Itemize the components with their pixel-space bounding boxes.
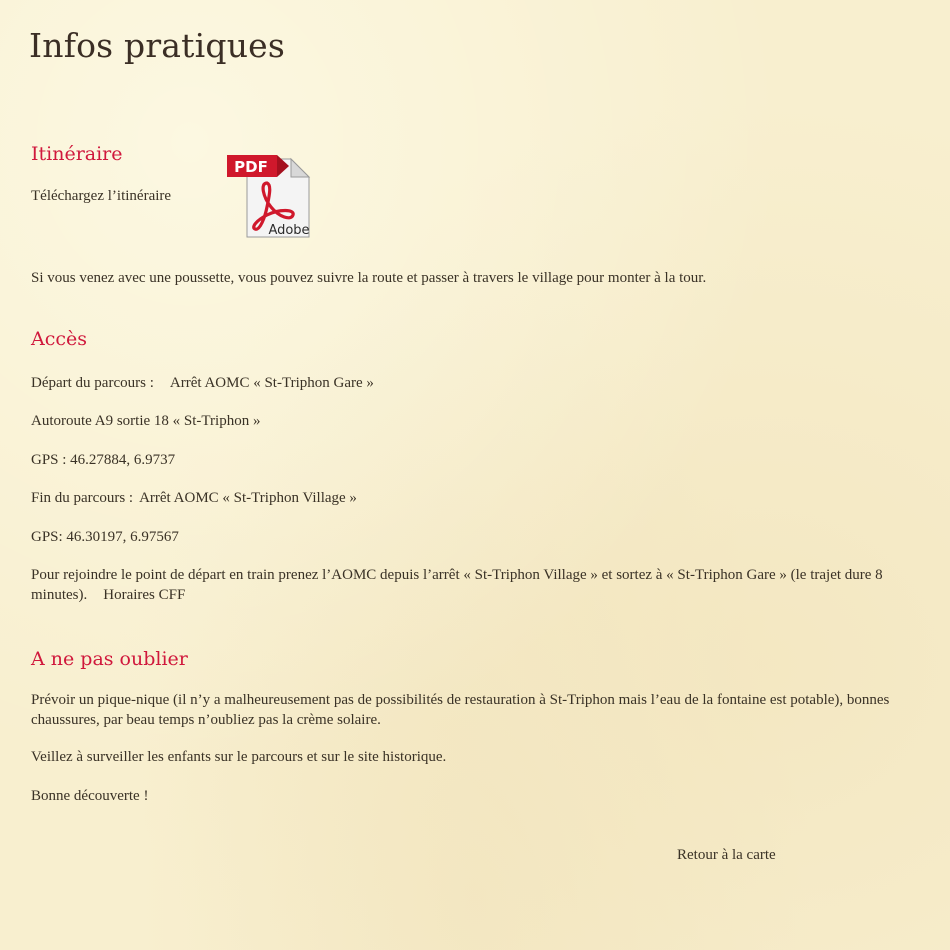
section-title-oublier: A ne pas oublier bbox=[31, 648, 188, 670]
fin-line bbox=[31, 489, 357, 509]
fin-value: Arrêt AOMC « St-Triphon Village » bbox=[139, 490, 357, 506]
depart-line bbox=[31, 374, 374, 394]
train-info: Pour rejoindre le point de départ en train prenez l’AOMC depuis l’arrêt « St-Triphon Village » et sortez à « St-Triphon Gare » (le trajet dure 8 minutes). bbox=[31, 567, 883, 603]
depart-label: Départ du parcours : bbox=[31, 375, 154, 391]
train-text bbox=[31, 566, 926, 605]
autoroute-text: Autoroute A9 sortie 18 « St-Triphon » bbox=[31, 413, 261, 429]
pdf-brand-label: Adobe bbox=[268, 223, 310, 238]
horaires-cff-link[interactable]: Horaires CFF bbox=[103, 586, 186, 603]
bonne-decouverte-text: Bonne découverte ! bbox=[31, 788, 149, 804]
gps-depart: GPS : 46.27884, 6.9737 bbox=[31, 452, 176, 468]
pdf-adobe-icon[interactable] bbox=[227, 153, 313, 239]
enfants-text: Veillez à surveiller les enfants sur le parcours et sur le site historique. bbox=[31, 749, 447, 765]
download-itinerary-text: Téléchargez l’itinéraire bbox=[31, 188, 172, 204]
poussette-text: Si vous venez avec une poussette, vous pouvez suivre la route et passer à travers le village pour monter à la tour. bbox=[31, 270, 707, 286]
page-title: Infos pratiques bbox=[29, 26, 286, 65]
gps-fin: GPS: 46.30197, 6.97567 bbox=[31, 529, 179, 545]
fin-label: Fin du parcours : bbox=[31, 490, 134, 506]
pique-nique-text: Prévoir un pique-nique (il n’y a malheureusement pas de possibilités de restauration à St-Triphon mais l’eau de la fontaine est potable), bonnes chaussures, par beau temps n’oubliez pas la crème solaire. bbox=[31, 692, 890, 728]
pdf-badge-label: PDF bbox=[234, 158, 268, 176]
retour-carte-link[interactable]: Retour à la carte bbox=[677, 847, 776, 863]
depart-value: Arrêt AOMC « St-Triphon Gare » bbox=[169, 375, 374, 391]
section-title-itineraire: Itinéraire bbox=[31, 143, 123, 165]
section-title-acces: Accès bbox=[31, 328, 87, 350]
